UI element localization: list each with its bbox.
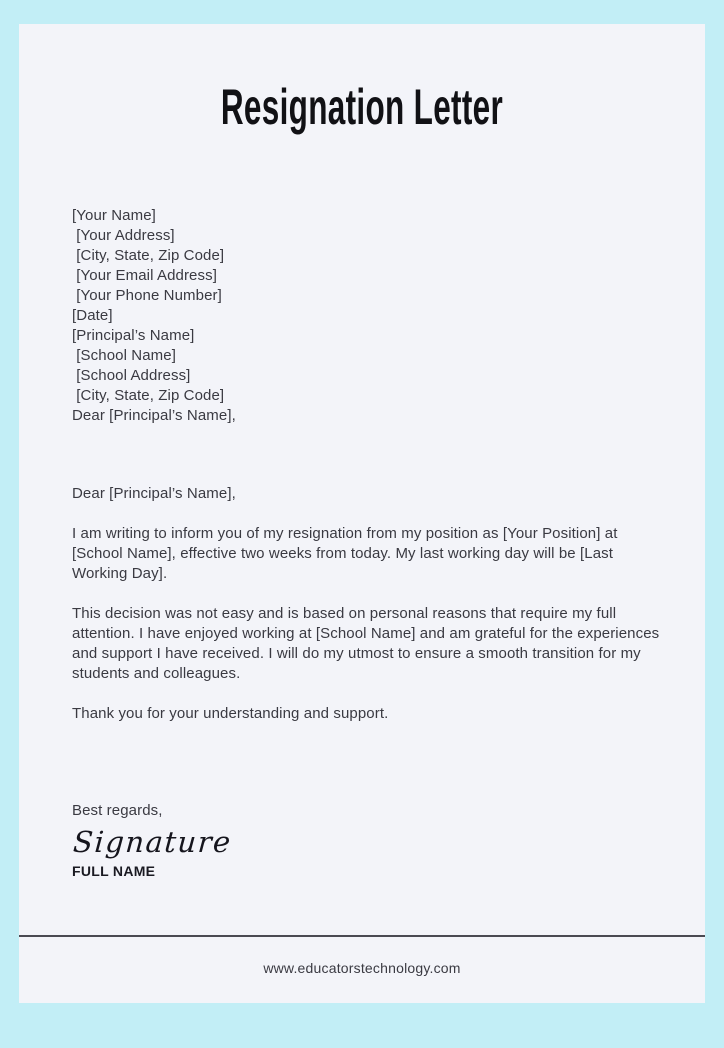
footer: [19, 958, 705, 978]
closing-text: Best regards,: [72, 801, 163, 819]
address-line-date: [Date]: [72, 306, 113, 324]
address-line-school-address: [School Address]: [72, 366, 191, 384]
address-line-principal-name: [Principal’s Name]: [72, 326, 195, 344]
address-line-city-state-zip: [City, State, Zip Code]: [72, 246, 225, 264]
address-line-phone: [Your Phone Number]: [72, 286, 222, 304]
footer-divider: [19, 935, 705, 937]
address-line-your-address: [Your Address]: [72, 226, 175, 244]
letter-page: [19, 24, 705, 1003]
page-title: [72, 24, 652, 134]
body-paragraph-resignation: I am writing to inform you of my resignation from my position as [Your Position] at [School Name], effective two weeks from today. My last working day will be [Last Working Day].: [72, 524, 618, 582]
body-paragraph-thanks: Thank you for your understanding and support.: [72, 704, 389, 722]
signature-text: Signature: [72, 824, 233, 859]
address-block: [72, 206, 664, 426]
footer-url: www.educatorstechnology.com: [263, 960, 461, 976]
page-title-text: Resignation Letter: [220, 79, 504, 135]
address-line-school-city-state-zip: [City, State, Zip Code]: [72, 386, 225, 404]
address-line-dear: Dear [Principal’s Name],: [72, 406, 236, 424]
address-line-your-name: [Your Name]: [72, 206, 156, 224]
address-line-school-name: [School Name]: [72, 346, 176, 364]
full-name-text: FULL NAME: [72, 862, 156, 879]
body-paragraph-reasons: This decision was not easy and is based on personal reasons that require my full attention. I have enjoyed working at [School Name] and am grateful for the experiences and support I have received. I will do my utmost to ensure a smooth transition for my students and colleagues.: [72, 604, 660, 682]
salutation: Dear [Principal’s Name],: [72, 484, 236, 502]
letter-body: [72, 206, 664, 880]
address-line-email: [Your Email Address]: [72, 266, 217, 284]
